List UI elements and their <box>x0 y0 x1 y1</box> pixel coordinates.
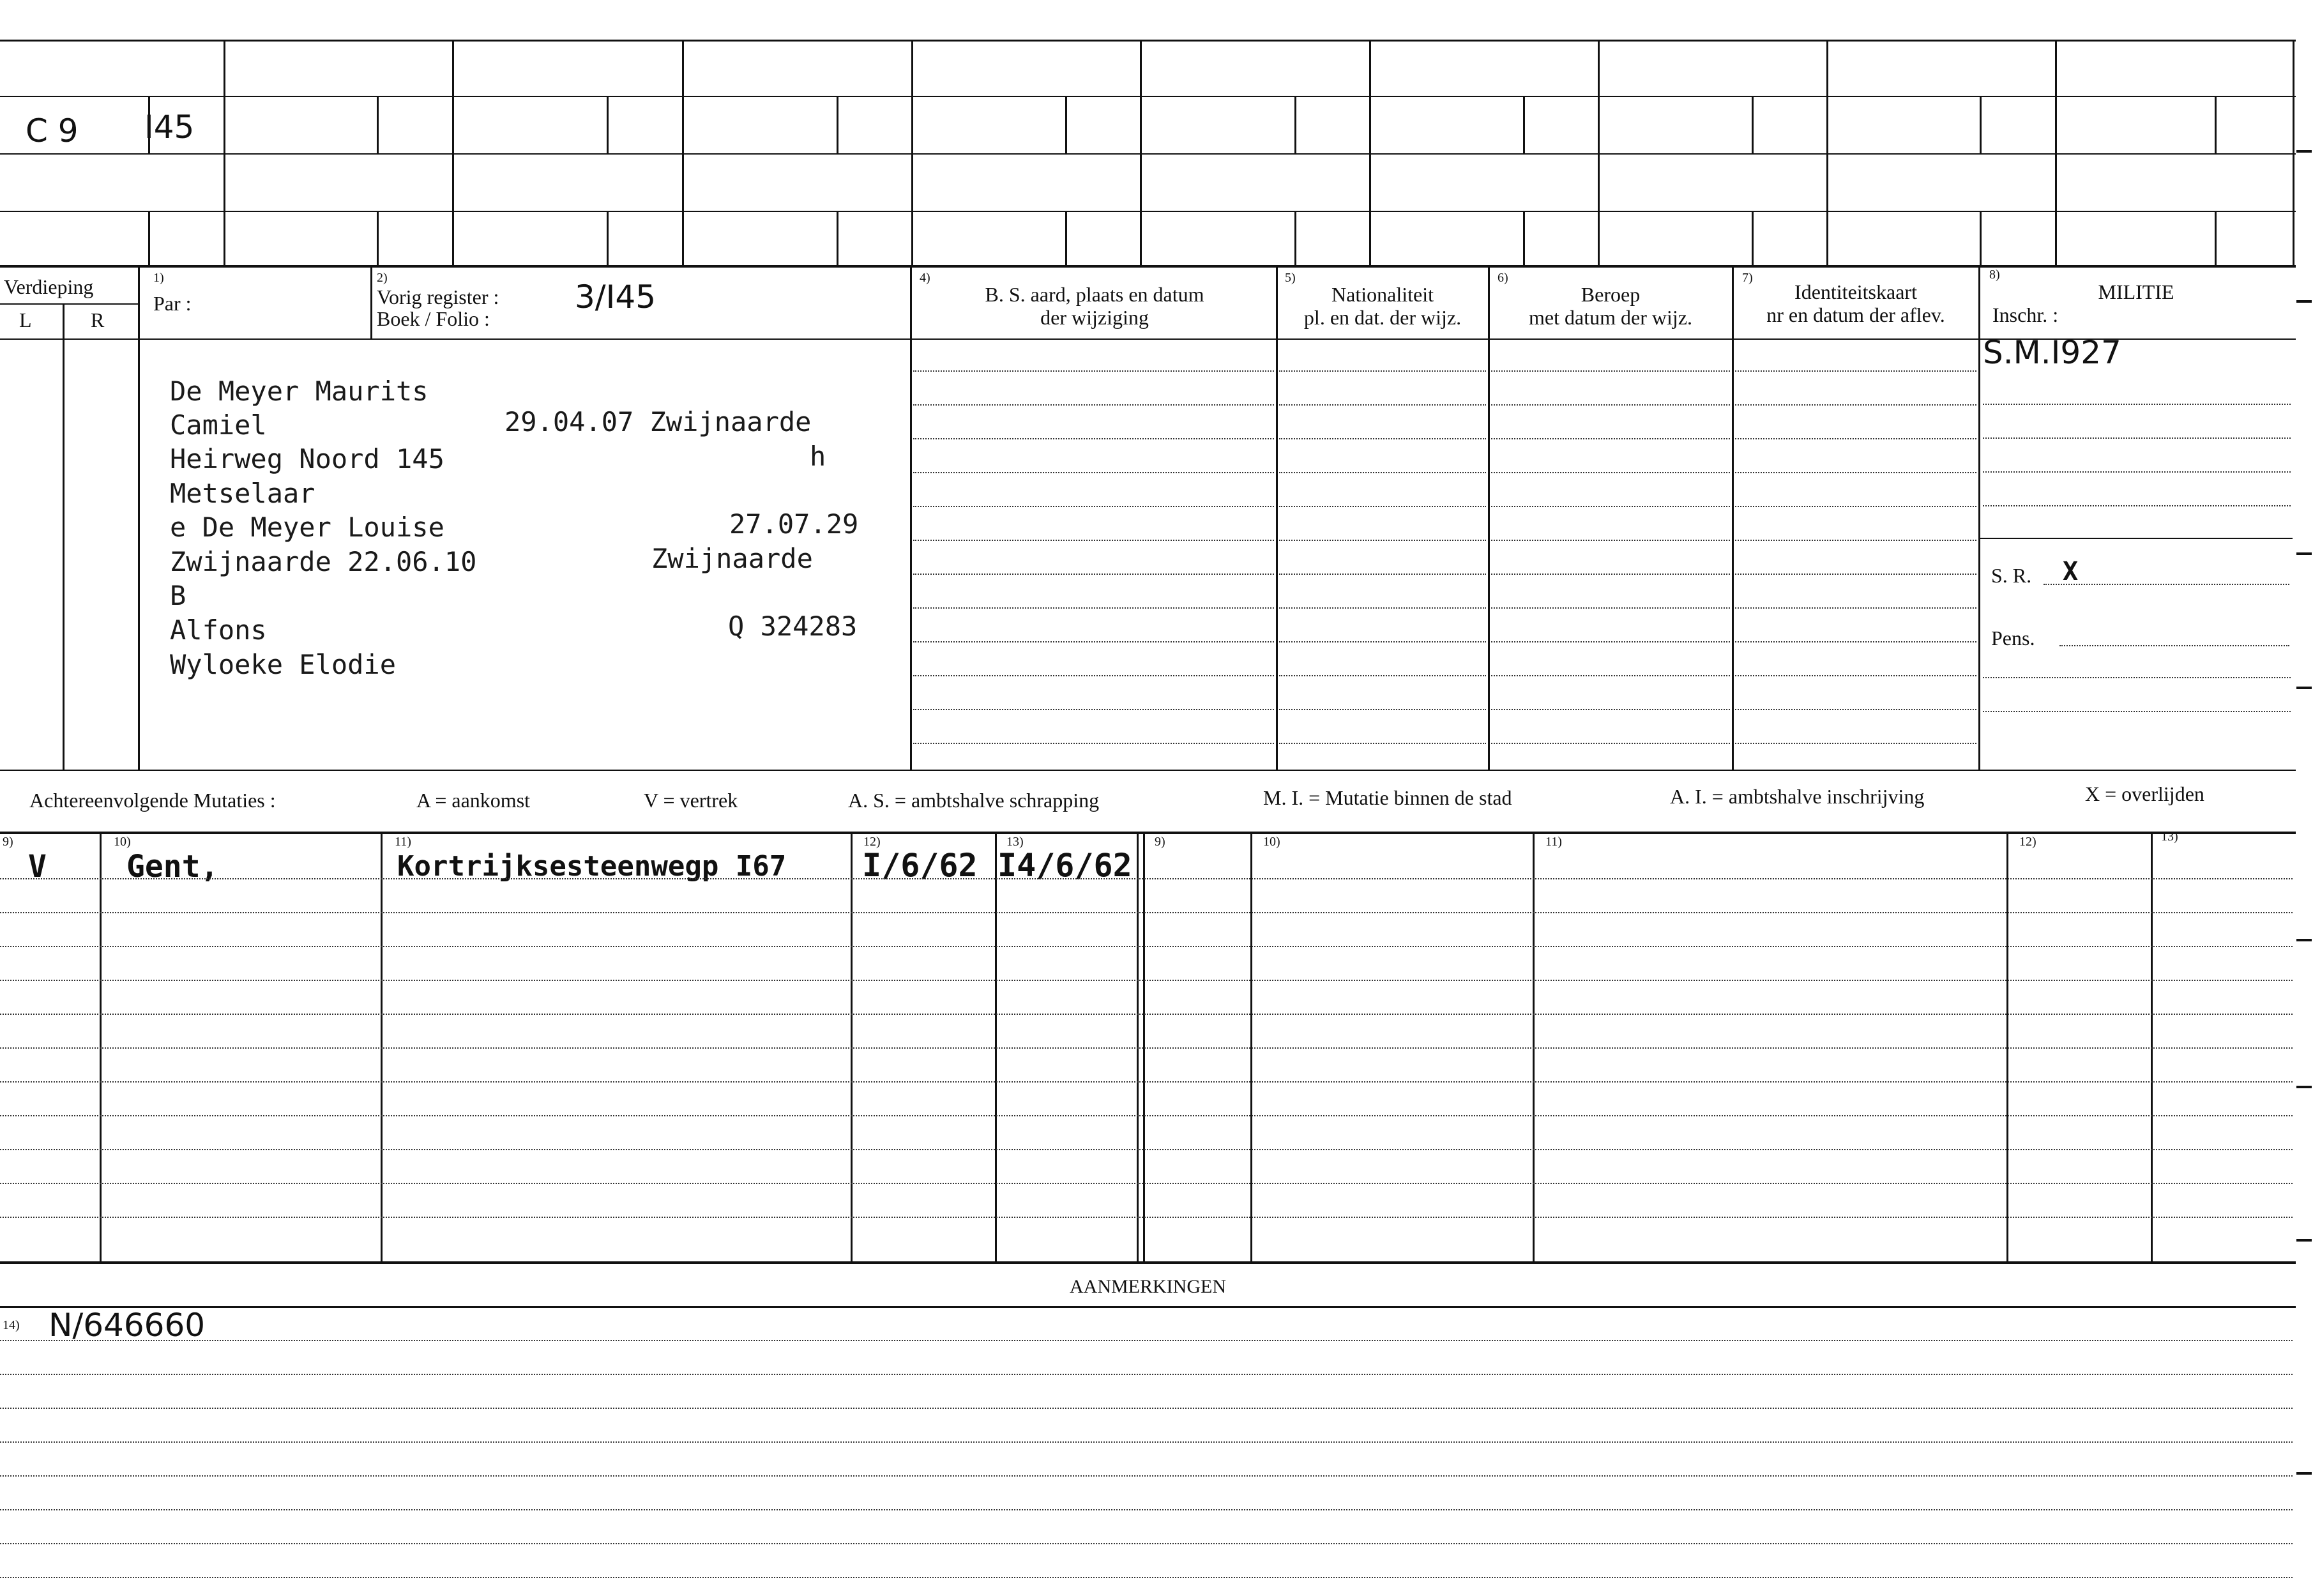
record-dotted-line <box>1491 438 1730 439</box>
mut-sup-9b: 9) <box>1155 835 1165 849</box>
mother-name: Wyloeke Elodie <box>170 649 397 680</box>
grid-v <box>2293 40 2294 266</box>
record-dotted-line <box>913 438 1274 439</box>
remark-dotted-line <box>0 1340 2293 1341</box>
inschr-label: Inschr. : <box>1992 303 2059 326</box>
aanmerkingen-divider <box>0 1306 2296 1308</box>
record-dotted-line <box>1735 370 1976 372</box>
footnote-4: 4) <box>920 271 930 285</box>
mut-col <box>1250 832 1252 1261</box>
bs-label: B. S. aard, plaats en datum <box>985 283 1204 306</box>
grid-v-minor <box>377 96 379 153</box>
marriage-date: 27.07.29 <box>729 508 859 540</box>
edge-tick <box>2296 300 2312 303</box>
mutation-address: Kortrijksesteenwegp I67 <box>397 850 787 883</box>
mut-col <box>995 832 997 1261</box>
record-dotted-line <box>913 540 1274 541</box>
grid-v-minor <box>607 211 609 266</box>
nationaliteit-label: Nationaliteit <box>1331 283 1434 306</box>
register-code: C 9 <box>26 112 79 149</box>
mut-col <box>1143 832 1145 1261</box>
address-suffix: h <box>810 441 826 472</box>
mutation-dotted-line <box>0 1149 2293 1150</box>
bs-label-2: der wijziging <box>1040 306 1149 329</box>
sr-label: S. R. <box>1991 564 2032 587</box>
record-dotted-line <box>913 743 1274 744</box>
record-dotted-line <box>1735 404 1976 406</box>
mut-col <box>381 832 383 1261</box>
mutation-type: V <box>28 849 47 885</box>
mut-col <box>1137 832 1139 1261</box>
mutation-date-2: I4/6/62 <box>997 847 1132 884</box>
grid-v <box>2055 40 2057 266</box>
mutation-dotted-line <box>0 1047 2293 1049</box>
militie-dotted-line <box>1983 437 2291 439</box>
legend-aankomst: A = aankomst <box>416 789 531 812</box>
grid-v <box>1140 40 1142 266</box>
mutation-dotted-line <box>0 1014 2293 1015</box>
legend-mutatie: M. I. = Mutatie binnen de stad <box>1263 786 1512 809</box>
mut-sup-12: 12) <box>863 835 881 849</box>
record-dotted-line <box>1491 540 1730 541</box>
record-dotted-line <box>1491 404 1730 406</box>
militie-divider <box>1980 538 2293 539</box>
record-dotted-line <box>1735 743 1976 744</box>
record-dotted-line <box>913 675 1274 676</box>
footnote-2: 2) <box>377 271 388 285</box>
marker-b: B <box>170 580 186 611</box>
remark-dotted-line <box>0 1475 2293 1477</box>
grid-v-minor <box>1294 96 1296 153</box>
record-dotted-line <box>1735 607 1976 609</box>
grid-v-minor <box>2215 96 2217 153</box>
militie-dotted-line <box>1983 711 2291 712</box>
record-dotted-line <box>1491 472 1730 473</box>
mut-sup-9: 9) <box>3 835 13 849</box>
mut-sup-12b: 12) <box>2019 835 2036 849</box>
remark-dotted-line <box>0 1374 2293 1375</box>
grid-v-minor <box>1065 96 1067 153</box>
vorig-register-label: Vorig register : <box>377 285 499 308</box>
mut-sup-13: 13) <box>1006 835 1024 849</box>
col-divider <box>138 265 140 770</box>
identiteitskaart-label-2: nr en datum der aflev. <box>1766 303 1945 326</box>
militie-inschr-value: S.M.I927 <box>1983 334 2121 371</box>
sr-dots <box>2044 584 2289 585</box>
mut-col <box>2151 832 2153 1261</box>
header-bottom-border <box>0 338 2296 340</box>
record-dotted-line <box>913 370 1274 372</box>
record-dotted-line <box>1735 641 1976 642</box>
edge-tick <box>2296 939 2312 941</box>
footnote-6: 6) <box>1498 271 1508 285</box>
col-divider <box>910 265 912 770</box>
record-dotted-line <box>1491 506 1730 507</box>
nationaliteit-label-2: pl. en dat. der wijz. <box>1303 306 1462 329</box>
edge-tick <box>2296 1472 2312 1475</box>
top-grid-line <box>0 211 2296 212</box>
col-divider <box>1978 265 1980 770</box>
record-dotted-line <box>1279 607 1486 609</box>
record-dotted-line <box>913 506 1274 507</box>
grid-v <box>1826 40 1828 266</box>
record-dotted-line <box>1491 675 1730 676</box>
grid-v-minor <box>837 211 838 266</box>
militie-dotted-line <box>1983 404 2291 405</box>
grid-v-minor <box>1752 96 1754 153</box>
record-dotted-line <box>913 641 1274 642</box>
record-dotted-line <box>1491 709 1730 710</box>
col-divider <box>1276 265 1278 770</box>
person-name: De Meyer Maurits <box>170 376 428 407</box>
footnote-7: 7) <box>1742 271 1753 285</box>
record-dotted-line <box>1279 641 1486 642</box>
header-top-border <box>0 265 2296 268</box>
remark-dotted-line <box>0 1577 2293 1578</box>
grid-v-minor <box>837 96 838 153</box>
mut-col <box>1533 832 1535 1261</box>
record-dotted-line <box>1735 574 1976 575</box>
mutation-dotted-line <box>0 1217 2293 1218</box>
mutation-date-1: I/6/62 <box>862 847 978 884</box>
col-l-label: L <box>19 308 32 331</box>
grid-v-minor <box>1294 211 1296 266</box>
col-r-label: R <box>91 308 105 331</box>
mut-sup-11b: 11) <box>1545 835 1562 849</box>
record-dotted-line <box>913 607 1274 609</box>
mut-col <box>2006 832 2008 1261</box>
record-dotted-line <box>1735 675 1976 676</box>
record-dotted-line <box>1279 404 1486 406</box>
grid-v <box>682 40 684 266</box>
remark-dotted-line <box>0 1408 2293 1409</box>
record-dotted-line <box>1491 607 1730 609</box>
col-divider <box>1488 265 1490 770</box>
mut-sup-11: 11) <box>395 835 411 849</box>
militie-dotted-line <box>1983 471 2291 473</box>
record-dotted-line <box>913 472 1274 473</box>
record-dotted-line <box>1491 574 1730 575</box>
top-grid-line <box>0 96 2296 97</box>
record-dotted-line <box>1279 370 1486 372</box>
mutation-place: Gent, <box>126 849 219 885</box>
col-divider <box>1732 265 1734 770</box>
legend-overlijden: X = overlijden <box>2085 782 2204 805</box>
record-dotted-line <box>1735 506 1976 507</box>
footnote-8: 8) <box>1989 268 2000 282</box>
beroep-label-2: met datum der wijz. <box>1529 306 1692 329</box>
mutation-dotted-line <box>0 1115 2293 1116</box>
militie-dotted-line <box>1983 677 2291 678</box>
record-dotted-line <box>1279 472 1486 473</box>
record-dotted-line <box>1279 743 1486 744</box>
mut-sup-10: 10) <box>114 835 131 849</box>
grid-v-minor <box>1980 96 1982 153</box>
pens-dots <box>2059 645 2289 646</box>
vorig-register-value: 3/I45 <box>575 278 656 315</box>
remark-dotted-line <box>0 1509 2293 1510</box>
record-dotted-line <box>1279 709 1486 710</box>
address: Heirweg Noord 145 <box>170 443 444 475</box>
record-dotted-line <box>1735 709 1976 710</box>
mutation-dotted-line <box>0 878 2293 879</box>
mutaties-top-border <box>0 770 2296 771</box>
grid-v-minor <box>1980 211 1982 266</box>
mutation-dotted-line <box>0 946 2293 947</box>
edge-tick <box>2296 1086 2312 1088</box>
edge-tick <box>2296 1239 2312 1242</box>
record-dotted-line <box>1279 438 1486 439</box>
verdieping-divider <box>0 303 138 305</box>
record-dotted-line <box>1279 574 1486 575</box>
record-dotted-line <box>913 709 1274 710</box>
mutation-dotted-line <box>0 1183 2293 1184</box>
record-dotted-line <box>913 574 1274 575</box>
grid-v-minor <box>2215 211 2217 266</box>
record-dotted-line <box>1279 540 1486 541</box>
grid-v <box>452 40 454 266</box>
col-divider <box>63 303 64 770</box>
top-grid-line <box>0 153 2296 155</box>
militie-dotted-line <box>1983 505 2291 506</box>
birth-date-place: 29.04.07 Zwijnaarde <box>504 406 812 437</box>
boek-folio-label: Boek / Folio : <box>377 307 490 330</box>
record-dotted-line <box>1491 370 1730 372</box>
grid-v-minor <box>1523 211 1525 266</box>
grid-v-minor <box>607 96 609 153</box>
grid-v-minor <box>377 211 379 266</box>
legend-schrapping: A. S. = ambtshalve schrapping <box>848 789 1100 812</box>
grid-v <box>911 40 913 266</box>
remarks-value: N/646660 <box>49 1307 206 1344</box>
mutation-dotted-line <box>0 1081 2293 1083</box>
par-label: Par : <box>153 292 192 315</box>
footnote-5: 5) <box>1285 271 1296 285</box>
grid-v <box>1369 40 1371 266</box>
grid-v-minor <box>148 211 150 266</box>
footnote-14: 14) <box>3 1318 20 1332</box>
identiteitskaart-label: Identiteitskaart <box>1794 280 1917 303</box>
footnote-1: 1) <box>153 271 164 285</box>
grid-v-minor <box>1523 96 1525 153</box>
mutation-dotted-line <box>0 980 2293 981</box>
edge-tick <box>2296 687 2312 689</box>
verdieping-label: Verdieping <box>4 275 94 298</box>
aanmerkingen-title: AANMERKINGEN <box>1070 1276 1226 1297</box>
grid-v-minor <box>1065 211 1067 266</box>
militie-label: MILITIE <box>2098 280 2174 303</box>
legend-vertrek: V = vertrek <box>644 789 738 812</box>
person-firstname: Camiel <box>170 409 267 441</box>
marriage-place: Zwijnaarde <box>651 543 813 574</box>
record-dotted-line <box>1491 641 1730 642</box>
col-divider <box>370 265 372 338</box>
spouse-birth: Zwijnaarde 22.06.10 <box>170 546 477 577</box>
pens-label: Pens. <box>1991 627 2035 650</box>
grid-v <box>224 40 225 266</box>
edge-tick <box>2296 552 2312 555</box>
sr-value: X <box>2063 557 2079 586</box>
document-number: Q 324283 <box>728 611 858 642</box>
top-border <box>0 40 2296 42</box>
remark-dotted-line <box>0 1441 2293 1443</box>
remark-dotted-line <box>0 1543 2293 1544</box>
mutaties-title: Achtereenvolgende Mutaties : <box>29 789 276 812</box>
register-number: I45 <box>144 109 195 146</box>
legend-inschrijving: A. I. = ambtshalve inschrijving <box>1670 785 1925 808</box>
mut-col <box>100 832 102 1261</box>
record-dotted-line <box>913 404 1274 406</box>
mut-sup-10b: 10) <box>1263 835 1280 849</box>
father-name: Alfons <box>170 614 267 646</box>
spouse: e De Meyer Louise <box>170 512 444 543</box>
beroep-label: Beroep <box>1581 283 1641 306</box>
grid-v-minor <box>1752 211 1754 266</box>
mut-col <box>851 832 853 1261</box>
mut-sup-13b: 13) <box>2161 830 2178 844</box>
record-dotted-line <box>1735 540 1976 541</box>
record-dotted-line <box>1735 438 1976 439</box>
mutation-table-bottom <box>0 1261 2296 1264</box>
mutation-dotted-line <box>0 912 2293 913</box>
mutation-table-top <box>0 832 2296 834</box>
grid-v <box>1598 40 1600 266</box>
record-dotted-line <box>1735 472 1976 473</box>
occupation: Metselaar <box>170 478 315 509</box>
edge-tick <box>2296 150 2312 153</box>
record-dotted-line <box>1279 506 1486 507</box>
record-dotted-line <box>1279 675 1486 676</box>
record-dotted-line <box>1491 743 1730 744</box>
